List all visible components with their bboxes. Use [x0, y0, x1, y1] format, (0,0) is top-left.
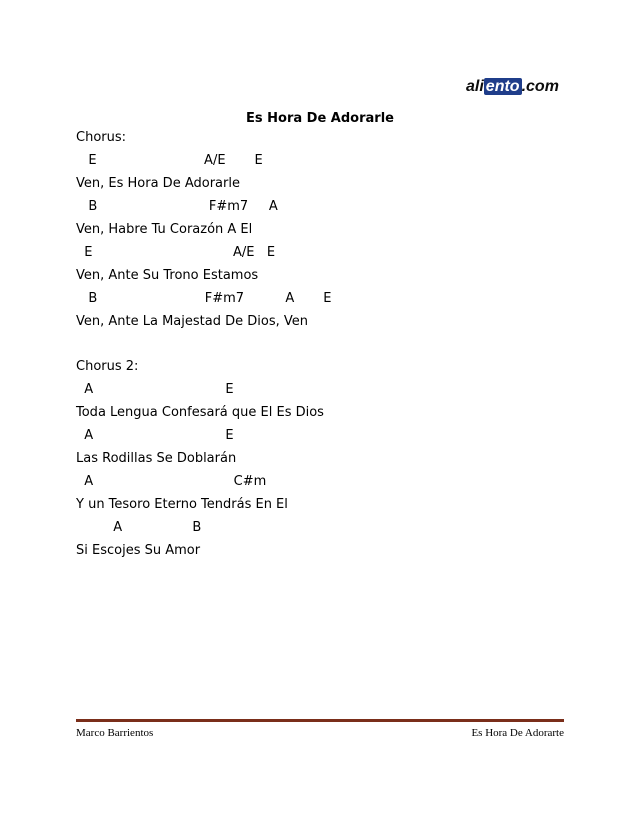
lyric-line: Ven, Ante Su Trono Estamos [76, 268, 259, 283]
chord-line: E A/E E [76, 153, 263, 168]
footer-divider [76, 719, 564, 722]
chord-line: A C#m [76, 474, 267, 489]
lyric-line: Ven, Habre Tu Corazón A El [76, 222, 253, 237]
chord-line: A E [76, 428, 234, 443]
logo-prefix: ali [466, 78, 484, 95]
logo-box: ento [485, 78, 520, 95]
section-label: Chorus 2: [76, 359, 139, 374]
lyric-line: Las Rodillas Se Doblarán [76, 451, 237, 466]
aliento-logo [466, 76, 559, 98]
footer-author: Marco Barrientos [76, 727, 154, 739]
chord-line: B F#m7 A E [76, 291, 332, 306]
chord-line: E A/E E [76, 245, 276, 260]
lyric-line: Ven, Es Hora De Adorarle [76, 176, 240, 191]
section-label: Chorus: [76, 130, 127, 145]
logo-suffix: .com [521, 78, 559, 95]
lyric-line: Y un Tesoro Eterno Tendrás En El [76, 497, 288, 512]
lyric-line: Toda Lengua Confesará que El Es Dios [76, 405, 324, 420]
chord-line: A B [76, 520, 202, 535]
lyric-line: Si Escojes Su Amor [76, 543, 201, 558]
chord-line: A E [76, 382, 234, 397]
footer-song-title: Es Hora De Adorarte [471, 727, 564, 739]
lyric-line: Ven, Ante La Majestad De Dios, Ven [76, 314, 308, 329]
song-title: Es Hora De Adorarle [246, 111, 394, 126]
chord-line: B F#m7 A [76, 199, 278, 214]
